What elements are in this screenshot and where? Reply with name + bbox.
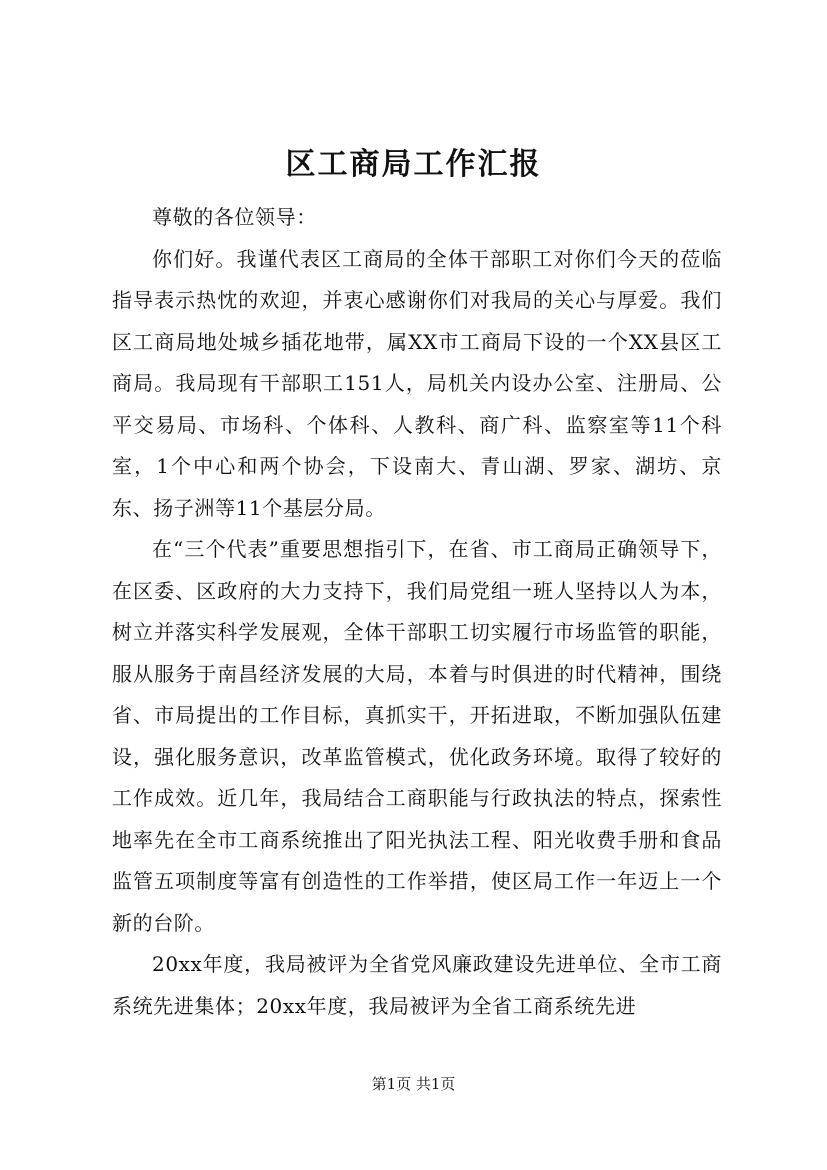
salutation: 尊敬的各位领导： (152, 205, 317, 229)
document-title: 区工商局工作汇报 (285, 147, 542, 182)
paragraph: 在“三个代表”重要思想指引下，在省、市工商局正确领导下，在区委、区政府的大力支持下，我们局党组一班人坚持以人为本，树立并落实科学发展观，全体干部职工切实履行市场监管的职能，服从服务于南昌经济发展的大局，本着与时俱进的时代精神，围绕省、市局提出的工作目标，真抓实干，开拓进取，不断加强队伍建设，强化服务意识，改革监管模式，优化政务环境。取得了较好的工作成效。近几年，我局结合工商职能与行政执法的特点，探索性地率先在全市工商系统推出了阳光执法工程、阳光收费手册和食品监管五项制度等富有创造性的工作举措，使区局工作一年迈上一个新的台阶。 (112, 537, 722, 935)
document-body (112, 197, 722, 1027)
paragraph: 你们好。我谨代表区工商局的全体干部职工对你们今天的莅临指导表示热忱的欢迎，并衷心感谢你们对我局的关心与厚爱。我们区工商局地处城乡插花地带，属XX市工商局下设的一个XX县区工商局。我局现有干部职工151人，局机关内设办公室、注册局、公平交易局、市场科、个体科、人教科、商广科、监察室等11个科室，1个中心和两个协会，下设南大、青山湖、罗家、湖坊、京东、扬子洲等11个基层分局。 (112, 246, 722, 520)
paragraph: 20xx年度，我局被评为全省党风廉政建设先进单位、全市工商系统先进集体；20xx年度，我局被评为全省工商系统先进 (112, 952, 722, 1018)
page-number-footer: 第1页 共1页 (371, 1075, 456, 1093)
